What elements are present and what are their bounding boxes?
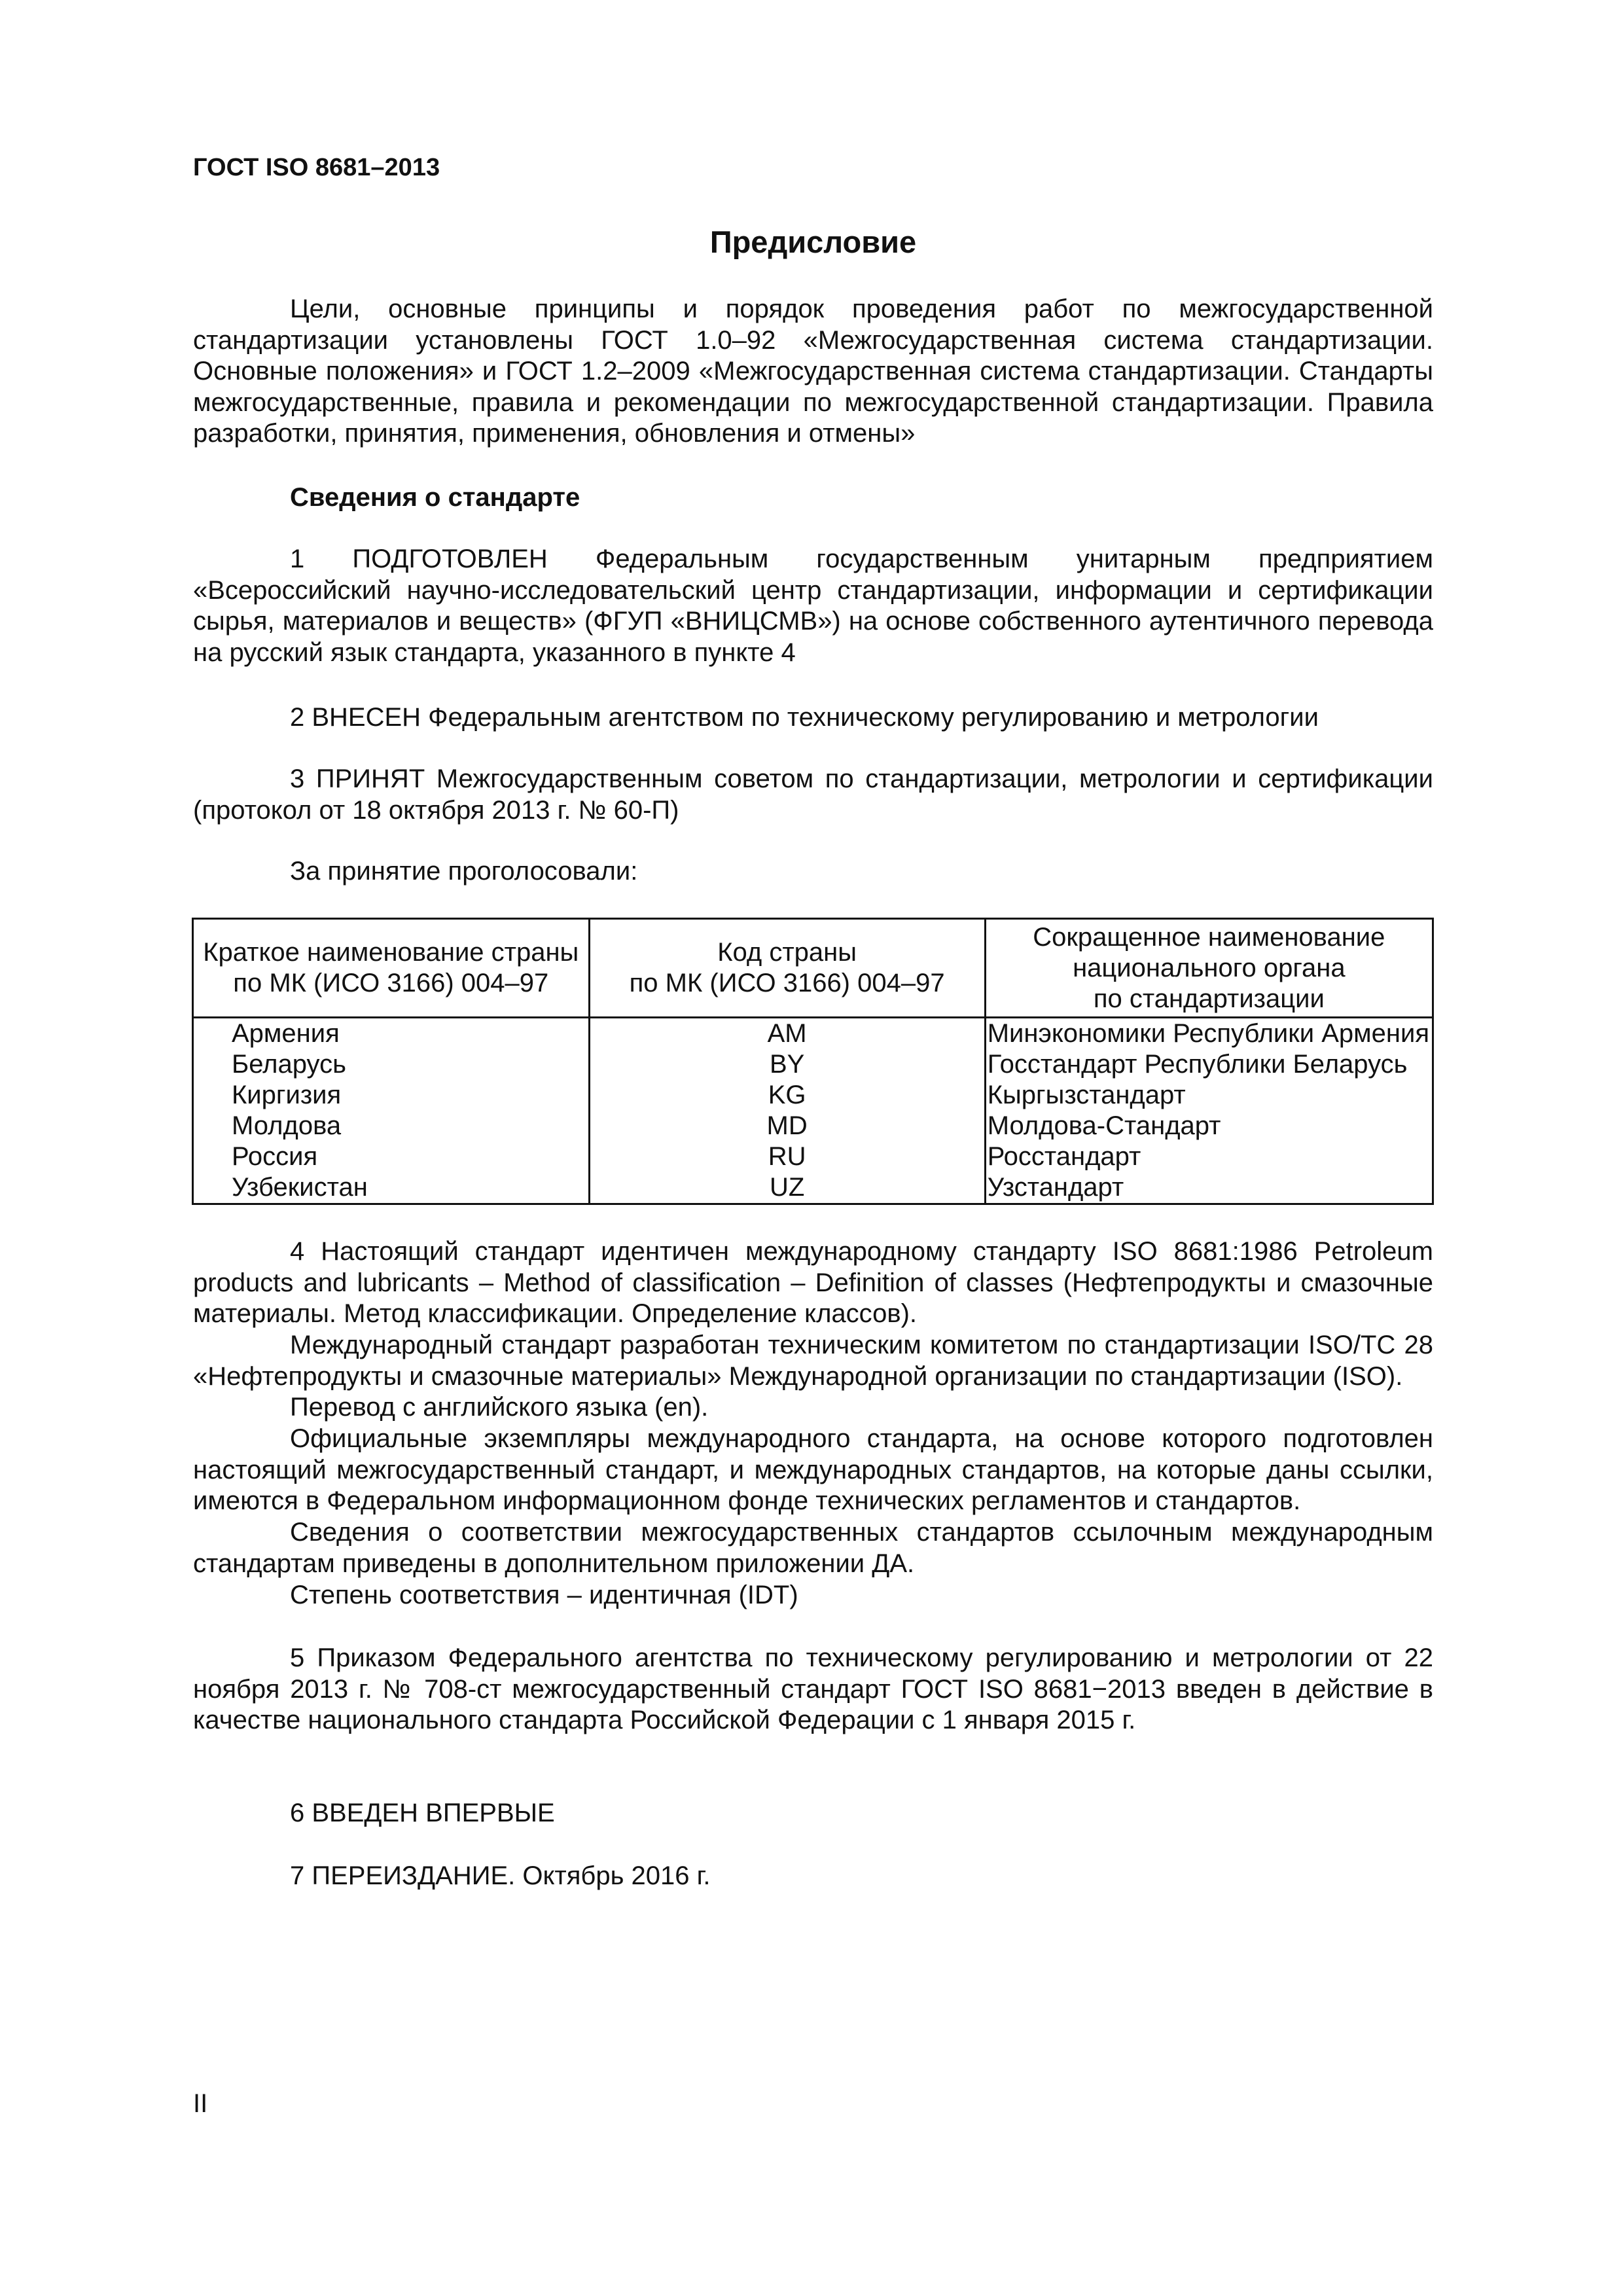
header-national-body: Сокращенное наименование национального органа по стандартизации — [985, 919, 1433, 1018]
national-body: Кыргызстандарт — [985, 1080, 1433, 1111]
country-code: RU — [589, 1141, 985, 1172]
item-1-paragraph: 1 ПОДГОТОВЛЕН Федеральным государственным унитарным предприятием «Всероссийский научно-исследовательский центр стандартизации, информации и сертификации сырья, материалов и веществ» (ФГУП «ВНИЦСМВ») на основе собственного аутентичного перевода на русский язык стандарта, указанного в пункте 4 — [193, 545, 1433, 667]
country-code: KG — [589, 1080, 985, 1111]
table-row — [193, 1049, 1433, 1080]
item-4-degree-paragraph: Степень соответствия – идентичная (IDT) — [290, 1581, 798, 1609]
country-code: MD — [589, 1111, 985, 1141]
item-2-paragraph: 2 ВНЕСЕН Федеральным агентством по техническому регулированию и метрологии — [290, 703, 1319, 732]
item-4-paragraph: 4 Настоящий стандарт идентичен международному стандарту ISO 8681:1986 Petroleum products and lubricants – Method of classification – Definition of classes (Нефтепродукты и смазочные материалы. Метод классификации. Определение классов). — [193, 1237, 1433, 1328]
table-row — [193, 1141, 1433, 1172]
country-name: Молдова — [193, 1111, 590, 1141]
page-title: Предисловие — [709, 224, 917, 259]
intro-paragraph: Цели, основные принципы и порядок проведения работ по межгосударственной стандартизации установлены ГОСТ 1.0–92 «Межгосударственная система стандартизации. Основные положения» и ГОСТ 1.2–2009 «Межгосударственная система стандартизации. Стандарты межгосударственные, правила и рекомендации по межгосударственной стандартизации. Правила разработки, принятия, применения, обновления и отмены» — [193, 295, 1433, 448]
table-row — [193, 1172, 1433, 1204]
country-name: Россия — [193, 1141, 590, 1172]
country-code: UZ — [589, 1172, 985, 1204]
item-7-paragraph: 7 ПЕРЕИЗДАНИЕ. Октябрь 2016 г. — [290, 1861, 711, 1890]
national-body: Узстандарт — [985, 1172, 1433, 1204]
item-4-conformity-paragraph: Сведения о соответствии межгосударственных стандартов ссылочным международным стандартам приведены в дополнительном приложении ДА. — [193, 1518, 1433, 1578]
table-header-row — [193, 919, 1433, 1018]
table-row — [193, 1111, 1433, 1141]
item-4-copies-paragraph: Официальные экземпляры международного стандарта, на основе которого подготовлен настоящий межгосударственный стандарт, и международных стандартов, на которые даны ссылки, имеются в Федеральном информационном фонде технических регламентов и стандартов. — [193, 1424, 1433, 1515]
header-country-name: Краткое наименование страны по МК (ИСО 3166) 004–97 — [193, 919, 590, 1018]
document-code: ГОСТ ISO 8681–2013 — [193, 154, 440, 181]
national-body: Росстандарт — [985, 1141, 1433, 1172]
vote-intro: За принятие проголосовали: — [290, 857, 638, 886]
voting-table — [192, 918, 1434, 1205]
item-3-paragraph: 3 ПРИНЯТ Межгосударственным советом по стандартизации, метрологии и сертификации (протокол от 18 октября 2013 г. № 60-П) — [193, 764, 1433, 825]
item-4-translation-paragraph: Перевод с английского языка (en). — [290, 1393, 709, 1422]
country-name: Беларусь — [193, 1049, 590, 1080]
country-name: Киргизия — [193, 1080, 590, 1111]
country-code: BY — [589, 1049, 985, 1080]
country-code: AM — [589, 1018, 985, 1050]
table-row — [193, 1018, 1433, 1050]
item-4-committee-paragraph: Международный стандарт разработан техническим комитетом по стандартизации ISO/TC 28 «Нефтепродукты и смазочные материалы» Международной организации по стандартизации (ISO). — [193, 1331, 1433, 1391]
national-body: Госстандарт Республики Беларусь — [985, 1049, 1433, 1080]
item-5-paragraph: 5 Приказом Федерального агентства по техническому регулированию и метрологии от 22 ноября 2013 г. № 708-ст межгосударственный стандарт ГОСТ ISO 8681−2013 введен в действие в качестве национального стандарта Российской Федерации с 1 января 2015 г. — [193, 1643, 1433, 1734]
national-body: Минэкономики Республики Армения — [985, 1018, 1433, 1050]
header-country-code: Код страны по МК (ИСО 3166) 004–97 — [589, 919, 985, 1018]
country-name: Армения — [193, 1018, 590, 1050]
section-title: Сведения о стандарте — [290, 483, 580, 512]
item-6-paragraph: 6 ВВЕДЕН ВПЕРВЫЕ — [290, 1799, 555, 1827]
page-number: II — [193, 2089, 208, 2118]
table-row — [193, 1080, 1433, 1111]
national-body: Молдова-Стандарт — [985, 1111, 1433, 1141]
country-name: Узбекистан — [193, 1172, 590, 1204]
